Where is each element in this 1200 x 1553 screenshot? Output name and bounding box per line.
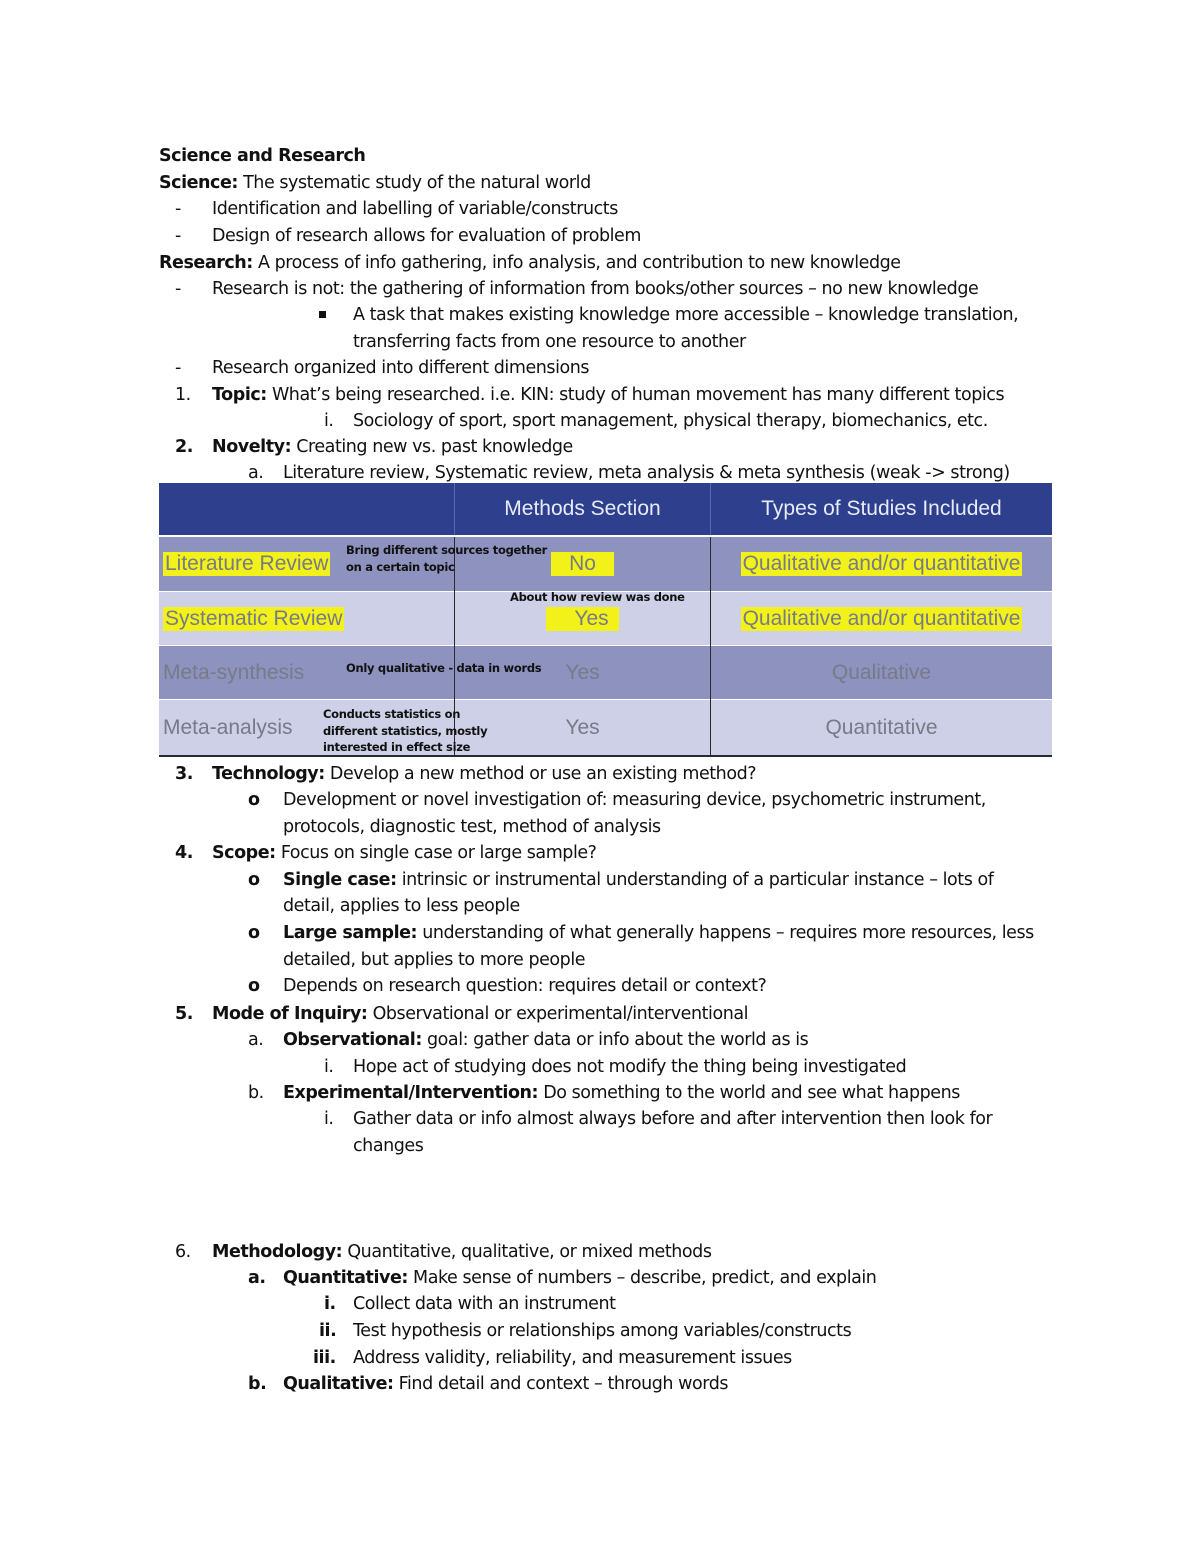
review-types-table	[159, 483, 1052, 755]
table-row	[159, 537, 1052, 591]
table-cell	[711, 537, 1052, 591]
table-bottom-border	[159, 755, 1052, 757]
research-definition: Research: A process of info gathering, info analysis, and contribution to new knowledge	[159, 253, 901, 273]
methodology-item: Methodology: Quantitative, qualitative, or mixed methods	[212, 1242, 712, 1262]
list-item: Single case: intrinsic or instrumental understanding of a particular instance – lots of	[283, 870, 994, 890]
list-marker: -	[175, 358, 181, 378]
list-marker: 2.	[175, 437, 193, 457]
annotation-note: About how review was done	[510, 590, 685, 604]
table-cell	[711, 592, 1052, 645]
list-item: Quantitative: Make sense of numbers – describe, predict, and explain	[283, 1268, 877, 1288]
table-cell: Quantitative	[825, 715, 938, 739]
novelty-item: Novelty: Creating new vs. past knowledge	[212, 437, 573, 457]
square-bullet-icon	[319, 311, 326, 318]
table-cell: Meta-synthesis	[163, 660, 305, 684]
table-cell-text: Yes	[546, 607, 618, 631]
annotation-note: interested in effect size	[323, 740, 471, 754]
list-item: Identification and labelling of variable/constructs	[212, 199, 618, 219]
list-marker: 5.	[175, 1004, 193, 1024]
list-item: Address validity, reliability, and measurement issues	[353, 1348, 792, 1368]
list-item: Qualitative: Find detail and context – through words	[283, 1374, 729, 1394]
list-item-continuation: detailed, but applies to more people	[283, 950, 586, 970]
list-item: Sociology of sport, sport management, physical therapy, biomechanics, etc.	[353, 411, 988, 431]
annotation-note: on a certain topic	[346, 560, 455, 574]
list-marker: o	[248, 870, 260, 890]
table-cell-text: No	[551, 552, 614, 576]
list-item-continuation: detail, applies to less people	[283, 896, 520, 916]
list-item: Depends on research question: requires detail or context?	[283, 976, 767, 996]
column-divider	[710, 537, 711, 755]
table-cell-text: Qualitative and/or quantitative	[742, 552, 1021, 575]
list-item-continuation: changes	[353, 1136, 424, 1156]
list-item: Experimental/Intervention: Do something to the world and see what happens	[283, 1083, 960, 1103]
table-cell: Yes	[565, 715, 600, 739]
science-definition: Science: The systematic study of the natural world	[159, 173, 591, 193]
list-marker: iii.	[313, 1348, 336, 1368]
technology-item: Technology: Develop a new method or use an existing method?	[212, 764, 757, 784]
list-marker: b.	[248, 1374, 267, 1394]
table-row	[159, 700, 1052, 755]
list-marker: 1.	[175, 385, 191, 405]
annotation-note: Bring different sources together	[346, 543, 547, 557]
list-marker: b.	[248, 1083, 264, 1103]
list-marker: i.	[324, 1057, 334, 1077]
column-divider	[710, 483, 711, 535]
list-item: Collect data with an instrument	[353, 1294, 616, 1314]
table-cell: Qualitative	[831, 660, 932, 684]
table-cell: Yes	[565, 660, 600, 684]
list-marker: -	[175, 279, 181, 299]
column-divider	[454, 483, 455, 535]
list-marker: i.	[324, 1109, 334, 1129]
list-item: Gather data or info almost always before and after intervention then look for	[353, 1109, 993, 1129]
table-cell	[159, 592, 454, 645]
list-marker: o	[248, 790, 260, 810]
annotation-note: Only qualitative - data in words	[346, 661, 542, 675]
page-title: Science and Research	[159, 146, 366, 166]
table-cell-text: Qualitative and/or quantitative	[742, 606, 1021, 630]
scope-item: Scope: Focus on single case or large sample?	[212, 843, 597, 863]
list-marker: a.	[248, 1268, 266, 1288]
list-item: Large sample: understanding of what generally happens – requires more resources, less	[283, 923, 1034, 943]
mode-item: Mode of Inquiry: Observational or experimental/interventional	[212, 1004, 749, 1024]
list-item: Development or novel investigation of: measuring device, psychometric instrument,	[283, 790, 986, 810]
list-item-continuation: protocols, diagnostic test, method of analysis	[283, 817, 661, 837]
list-marker: o	[248, 976, 260, 996]
table-cell: Meta-analysis	[163, 715, 293, 739]
list-item: Observational: goal: gather data or info about the world as is	[283, 1030, 809, 1050]
list-marker: 4.	[175, 843, 193, 863]
list-item-continuation: transferring facts from one resource to another	[353, 332, 746, 352]
list-item: Hope act of studying does not modify the thing being investigated	[353, 1057, 907, 1077]
table-cell-text: Systematic Review	[165, 606, 343, 630]
annotation-note: Conducts statistics on	[323, 707, 461, 721]
list-marker: o	[248, 923, 260, 943]
list-marker: ii.	[319, 1321, 337, 1341]
list-marker: i.	[324, 1294, 336, 1314]
table-header-cell: Methods Section	[504, 497, 661, 520]
list-item: Design of research allows for evaluation of problem	[212, 226, 641, 246]
list-marker: a.	[248, 463, 264, 483]
list-marker: 3.	[175, 764, 193, 784]
list-item: Research organized into different dimensions	[212, 358, 590, 378]
topic-item: Topic: What’s being researched. i.e. KIN: study of human movement has many different topics	[212, 385, 1005, 405]
table-row	[159, 646, 1052, 699]
table-header-row	[159, 483, 1052, 535]
list-marker: 6.	[175, 1242, 191, 1262]
list-marker: i.	[324, 411, 334, 431]
list-item: Research is not: the gathering of information from books/other sources – no new knowledge	[212, 279, 979, 299]
list-marker: a.	[248, 1030, 264, 1050]
list-marker: -	[175, 199, 181, 219]
list-item: A task that makes existing knowledge more accessible – knowledge translation,	[353, 305, 1019, 325]
table-cell-text: Literature Review	[165, 552, 329, 575]
list-item: Test hypothesis or relationships among variables/constructs	[353, 1321, 852, 1341]
annotation-note: different statistics, mostly	[323, 724, 488, 738]
table-header-cell	[159, 483, 454, 535]
list-marker: -	[175, 226, 181, 246]
table-header-cell: Types of Studies Included	[761, 497, 1002, 520]
list-item: Literature review, Systematic review, meta analysis & meta synthesis (weak -> strong)	[283, 463, 1010, 483]
